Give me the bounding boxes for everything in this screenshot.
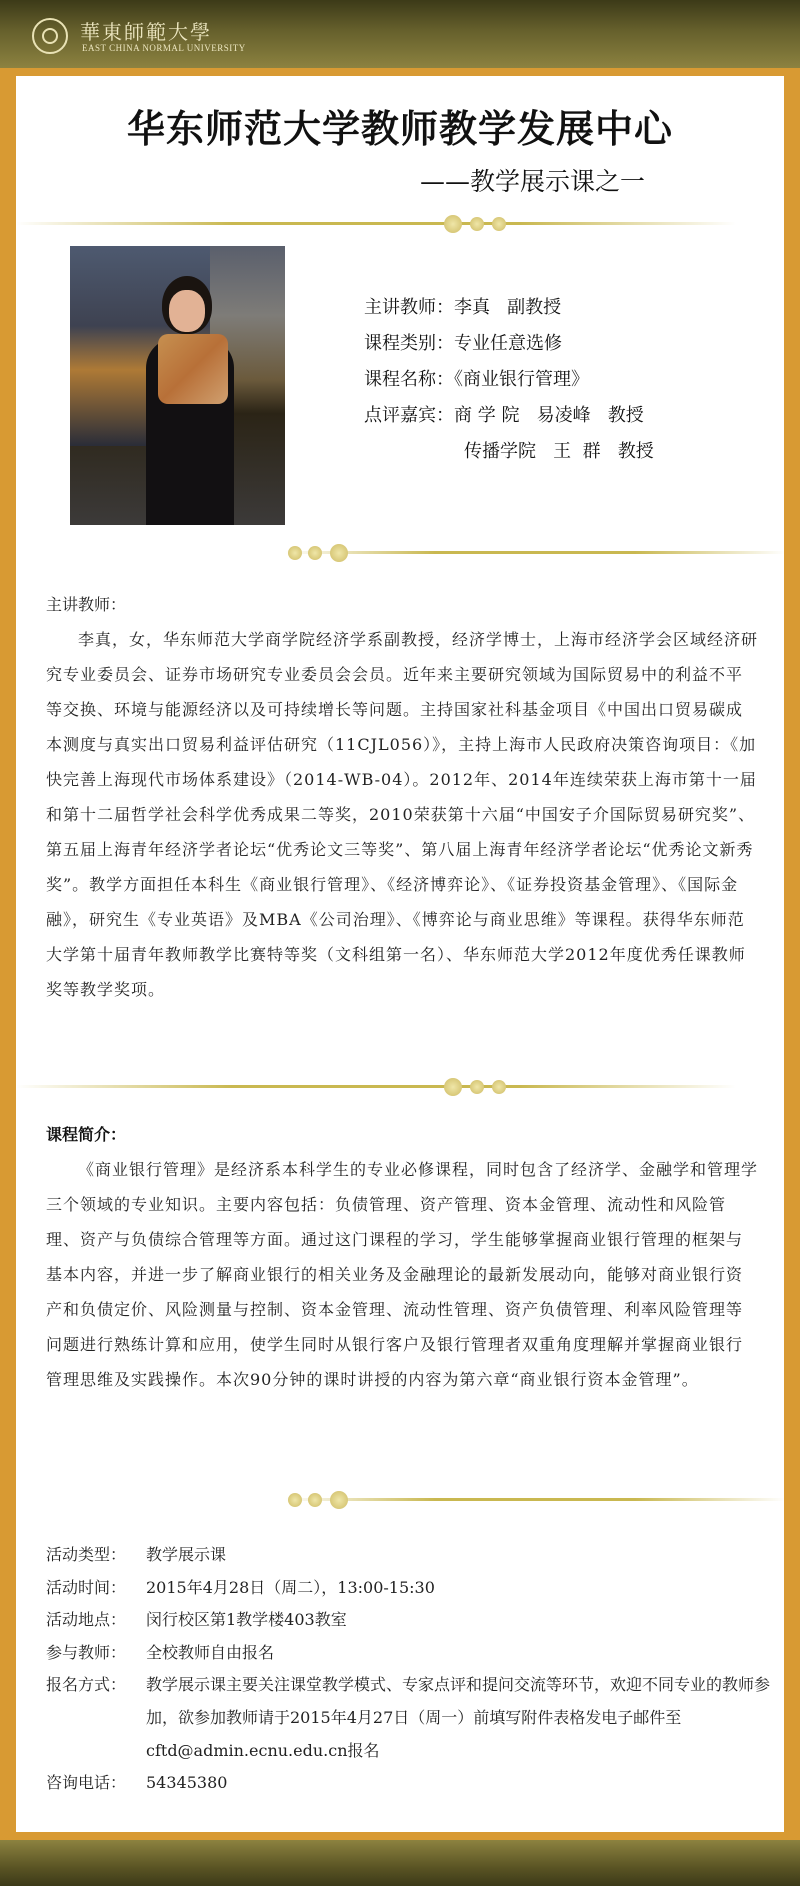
activity-phone: 咨询电话： 54345380 xyxy=(46,1773,228,1793)
ornament-divider xyxy=(285,551,785,554)
activity-location: 活动地点： 闵行校区第1教学楼403教室 xyxy=(46,1610,347,1630)
activity-participants: 参与教师： 全校教师自由报名 xyxy=(46,1642,275,1662)
university-logo-chinese: 華東師範大學 xyxy=(80,20,212,44)
ornament-divider xyxy=(285,1498,785,1501)
activity-type: 活动类型： 教学展示课 xyxy=(46,1545,227,1564)
ornament-dots xyxy=(444,1078,514,1096)
ornament-divider xyxy=(16,222,736,225)
ornament-dots xyxy=(444,215,514,233)
course-intro-heading: 课程简介： xyxy=(46,1125,127,1144)
university-logo-english: EAST CHINA NORMAL UNIVERSITY xyxy=(82,43,246,53)
info-row-teacher: 主讲教师：李真 副教授 xyxy=(364,297,562,318)
ornament-dots xyxy=(288,544,358,562)
teacher-photo xyxy=(70,246,285,525)
header-banner xyxy=(0,0,800,68)
activity-details xyxy=(46,1539,776,1800)
teacher-bio-section xyxy=(46,587,758,1007)
page-subtitle: ——教学展示课之一 xyxy=(420,167,646,196)
course-intro-section xyxy=(46,1117,758,1397)
info-row-guest-2: 传播学院 王 群 教授 xyxy=(464,441,654,462)
teacher-bio-heading: 主讲教师： xyxy=(46,595,127,614)
activity-time: 活动时间： 2015年4月28日（周二），13:00-15:30 xyxy=(46,1577,435,1597)
footer-banner xyxy=(0,1840,800,1886)
page-title: 华东师范大学教师教学发展中心 xyxy=(126,107,673,151)
course-intro-text: 《商业银行管理》是经济系本科学生的专业必修课程，同时包含了经济学、金融学和管理学三个领域的专业知识。主要内容包括：负债管理、资产管理、资本金管理、流动性和风险管理、资产与负债综合管理等方面。通过这门课程的学习，学生能够掌握商业银行管理的框架与基本内容，并进一步了解商业银行的相关业务及金融理论的最新发展动向，能够对商业银行资产和负债定价、风险测量与控制、资本金管理、流动性管理、资产负债管理、利率风险管理等问题进行熟练计算和应用，使学生同时从银行客户及银行管理者双重角度理解并掌握商业银行管理思维及实践操作。本次90分钟的课时讲授的内容为第六章“商业银行资本金管理”。 xyxy=(46,1160,759,1389)
university-seal-icon xyxy=(32,18,68,54)
ornament-dots xyxy=(288,1491,358,1509)
teacher-bio-text: 李真，女，华东师范大学商学院经济学系副教授，经济学博士，上海市经济学会区域经济研究专业委员会、证券市场研究专业委员会会员。近年来主要研究领域为国际贸易中的利益不平等交换、环境与能源经济以及可持续增长等问题。主持国家社科基金项目《中国出口贸易碳成本测度与真实出口贸易利益评估研究（11CJL056）》，主持上海市人民政府决策咨询项目：《加快完善上海现代市场体系建设》（2014-WB-04）。2012年、2014年连续荣获上海市第十一届和第十二届哲学社会科学优秀成果二等奖，2010荣获第十六届“中国安子介国际贸易研究奖”、第五届上海青年经济学者论坛“优秀论文三等奖”、第八届上海青年经济学者论坛“优秀论文新秀奖”。教学方面担任本科生《商业银行管理》、《经济博弈论》、《证券投资基金管理》、《国际金融》，研究生《专业英语》及MBA《公司治理》、《博弈论与商业思维》等课程。获得华东师范大学第十届青年教师教学比赛特等奖（文科组第一名）、华东师范大学2012年度优秀任课教师奖等教学奖项。 xyxy=(46,630,759,999)
activity-registration: 报名方式： 教学展示课主要关注课堂教学模式、专家点评和提问交流等环节，欢迎不同专业的教师参加，欲参加教师请于2015年4月27日（周一）前填写附件表格发电子邮件至cftd@admin.ecnu.edu.cn报名 xyxy=(46,1675,771,1760)
info-row-category: 课程类别：专业任意选修 xyxy=(364,333,562,354)
info-row-course-name: 课程名称：《商业银行管理》 xyxy=(364,369,589,390)
ornament-divider xyxy=(16,1085,736,1088)
info-row-guest: 点评嘉宾：商 学 院 易凌峰 教授 xyxy=(364,405,644,426)
